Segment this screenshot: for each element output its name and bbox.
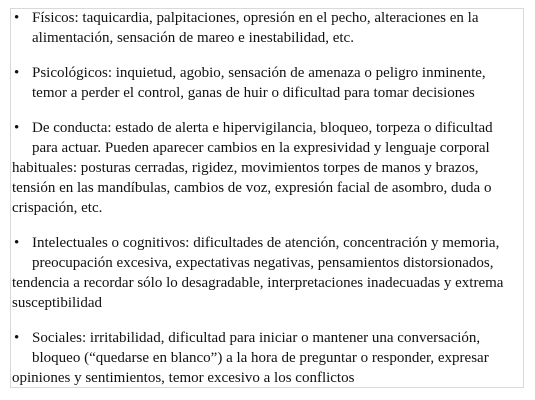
list-item-line: tensión en las mandíbulas, cambios de voz, expresión facial de asombro, duda o <box>12 180 492 196</box>
list-item-fisicos <box>12 8 527 48</box>
bullet: • <box>14 10 20 26</box>
bullet: • <box>14 330 20 346</box>
list-item-line: habituales: posturas cerradas, rigidez, movimientos torpes de manos y brazos, <box>12 160 479 176</box>
list-item-line: preocupación excesiva, expectativas negativas, pensamientos distorsionados, <box>32 255 494 271</box>
list-item-line: para actuar. Pueden aparecer cambios en la expresividad y lenguaje corporal <box>32 140 490 156</box>
list-item-psicologicos <box>12 63 527 103</box>
list-item-line: opiniones y sentimientos, temor excesivo a los conflictos <box>12 370 355 386</box>
list-item-sociales <box>12 328 527 388</box>
bullet: • <box>14 65 20 81</box>
list-item-line: Intelectuales o cognitivos: dificultades de atención, concentración y memoria, <box>32 235 500 251</box>
list-item-line: Sociales: irritabilidad, dificultad para iniciar o mantener una conversación, <box>32 330 481 346</box>
list-item-line: alimentación, sensación de mareo e inestabilidad, etc. <box>32 30 354 46</box>
list-item-line: crispación, etc. <box>12 200 103 216</box>
list-item-line: Psicológicos: inquietud, agobio, sensación de amenaza o peligro inminente, <box>32 65 486 81</box>
bullet: • <box>14 235 20 251</box>
list-item-line: Físicos: taquicardia, palpitaciones, opresión en el pecho, alteraciones en la <box>32 10 479 26</box>
list-item-line: susceptibilidad <box>12 295 102 311</box>
symptom-list <box>12 8 527 388</box>
list-item-line: bloqueo (“quedarse en blanco”) a la hora de preguntar o responder, expresar <box>32 350 489 366</box>
list-item-conducta <box>12 118 527 218</box>
bullet: • <box>14 120 20 136</box>
list-item-line: De conducta: estado de alerta e hipervigilancia, bloqueo, torpeza o dificultad <box>32 120 493 136</box>
list-item-line: temor a perder el control, ganas de huir o dificultad para tomar decisiones <box>32 85 475 101</box>
list-item-line: tendencia a recordar sólo lo desagradable, interpretaciones inadecuadas y extrema <box>12 275 504 291</box>
list-item-intelectuales <box>12 233 527 313</box>
